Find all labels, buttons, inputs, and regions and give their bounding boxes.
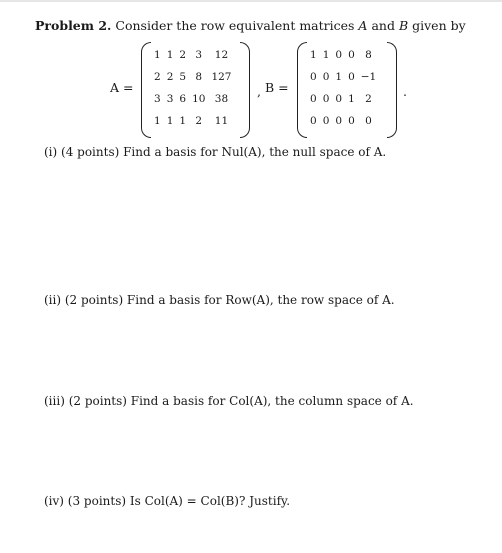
matrix-b-cell: 8 (365, 49, 372, 61)
matrix-a-cell: 1 (166, 49, 174, 61)
matrix-b-cell: 2 (365, 93, 372, 105)
matrix-a-cell: 5 (179, 71, 187, 83)
matrix-a-cell: 8 (195, 71, 203, 83)
matrix-a-cell: 3 (195, 49, 203, 61)
matrix-b-cell: 0 (335, 93, 343, 105)
question-iv: (iv) (3 points) Is Col(A) = Col(B)? Justify. (44, 494, 291, 508)
matrix-b-row (307, 110, 379, 132)
matrix-b-cell: −1 (360, 71, 377, 83)
matrix-a-cell: 12 (214, 49, 229, 61)
matrix-b-row (307, 66, 379, 88)
matrix-a-cell: 1 (179, 115, 187, 127)
matrix-a-cell: 3 (166, 93, 174, 105)
matrix-b-cell: 0 (335, 115, 343, 127)
matrix-b-row (307, 88, 379, 110)
question-i: (i) (4 points) Find a basis for Nul(A), the null space of A. (44, 145, 387, 159)
matrix-a (151, 44, 234, 132)
statement-text-before: Consider the row equivalent matrices (115, 18, 355, 33)
matrix-a-cell: 2 (195, 115, 203, 127)
matrix-a-cell: 2 (154, 71, 161, 83)
matrix-a-cell: 38 (214, 93, 229, 105)
matrix-b-cell: 0 (310, 71, 317, 83)
matrix-a-cell: 3 (154, 93, 161, 105)
problem-label: Problem 2. (35, 18, 112, 33)
matrix-a-cell: 10 (192, 93, 206, 105)
matrix-a-cell: 1 (154, 115, 161, 127)
matrix-a-row (151, 110, 234, 132)
matrix-b-cell: 0 (322, 71, 330, 83)
matrix-a-row (151, 88, 234, 110)
matrix-terminator: . (403, 84, 407, 99)
matrix-b-cell: 0 (322, 93, 330, 105)
matrix-b-right-paren (387, 42, 397, 138)
matrix-a-left-paren (141, 42, 151, 138)
symbol-a: A (358, 18, 368, 33)
matrix-b-cell: 1 (335, 71, 343, 83)
question-ii: (ii) (2 points) Find a basis for Row(A), the row space of A. (44, 293, 395, 307)
matrix-b-label: B = (265, 80, 289, 95)
matrix-a-cell: 2 (166, 71, 174, 83)
matrix-a-cell: 6 (179, 93, 187, 105)
matrix-b-cell: 0 (348, 71, 355, 83)
matrix-b (307, 44, 379, 132)
matrix-display (0, 40, 502, 140)
matrix-b-cell: 1 (348, 93, 355, 105)
matrix-a-row (151, 66, 234, 88)
matrix-b-cell: 1 (322, 49, 330, 61)
matrix-b-cell: 0 (348, 49, 355, 61)
matrix-b-cell: 0 (335, 49, 343, 61)
matrix-b-cell: 0 (348, 115, 355, 127)
matrix-a-cell: 1 (154, 49, 161, 61)
matrix-b-cell: 0 (310, 115, 317, 127)
matrix-a-cell: 1 (166, 115, 174, 127)
matrix-a-right-paren (240, 42, 250, 138)
matrix-b-cell: 0 (365, 115, 372, 127)
matrix-b-left-paren (297, 42, 307, 138)
matrix-b-row (307, 44, 379, 66)
matrix-a-row (151, 44, 234, 66)
problem-statement (35, 18, 466, 33)
matrix-a-cell: 127 (211, 71, 232, 83)
matrix-a-cell: 2 (179, 49, 187, 61)
matrix-separator: , (257, 84, 261, 99)
symbol-b: B (398, 18, 409, 33)
matrix-b-cell: 0 (322, 115, 330, 127)
top-rule (0, 0, 502, 2)
matrix-b-cell: 1 (310, 49, 317, 61)
matrix-a-cell: 11 (214, 115, 229, 127)
question-iii: (iii) (2 points) Find a basis for Col(A), the column space of A. (44, 394, 414, 408)
statement-text-after: given by (412, 18, 466, 33)
statement-and: and (371, 18, 395, 33)
matrix-b-cell: 0 (310, 93, 317, 105)
matrix-a-label: A = (110, 80, 134, 95)
